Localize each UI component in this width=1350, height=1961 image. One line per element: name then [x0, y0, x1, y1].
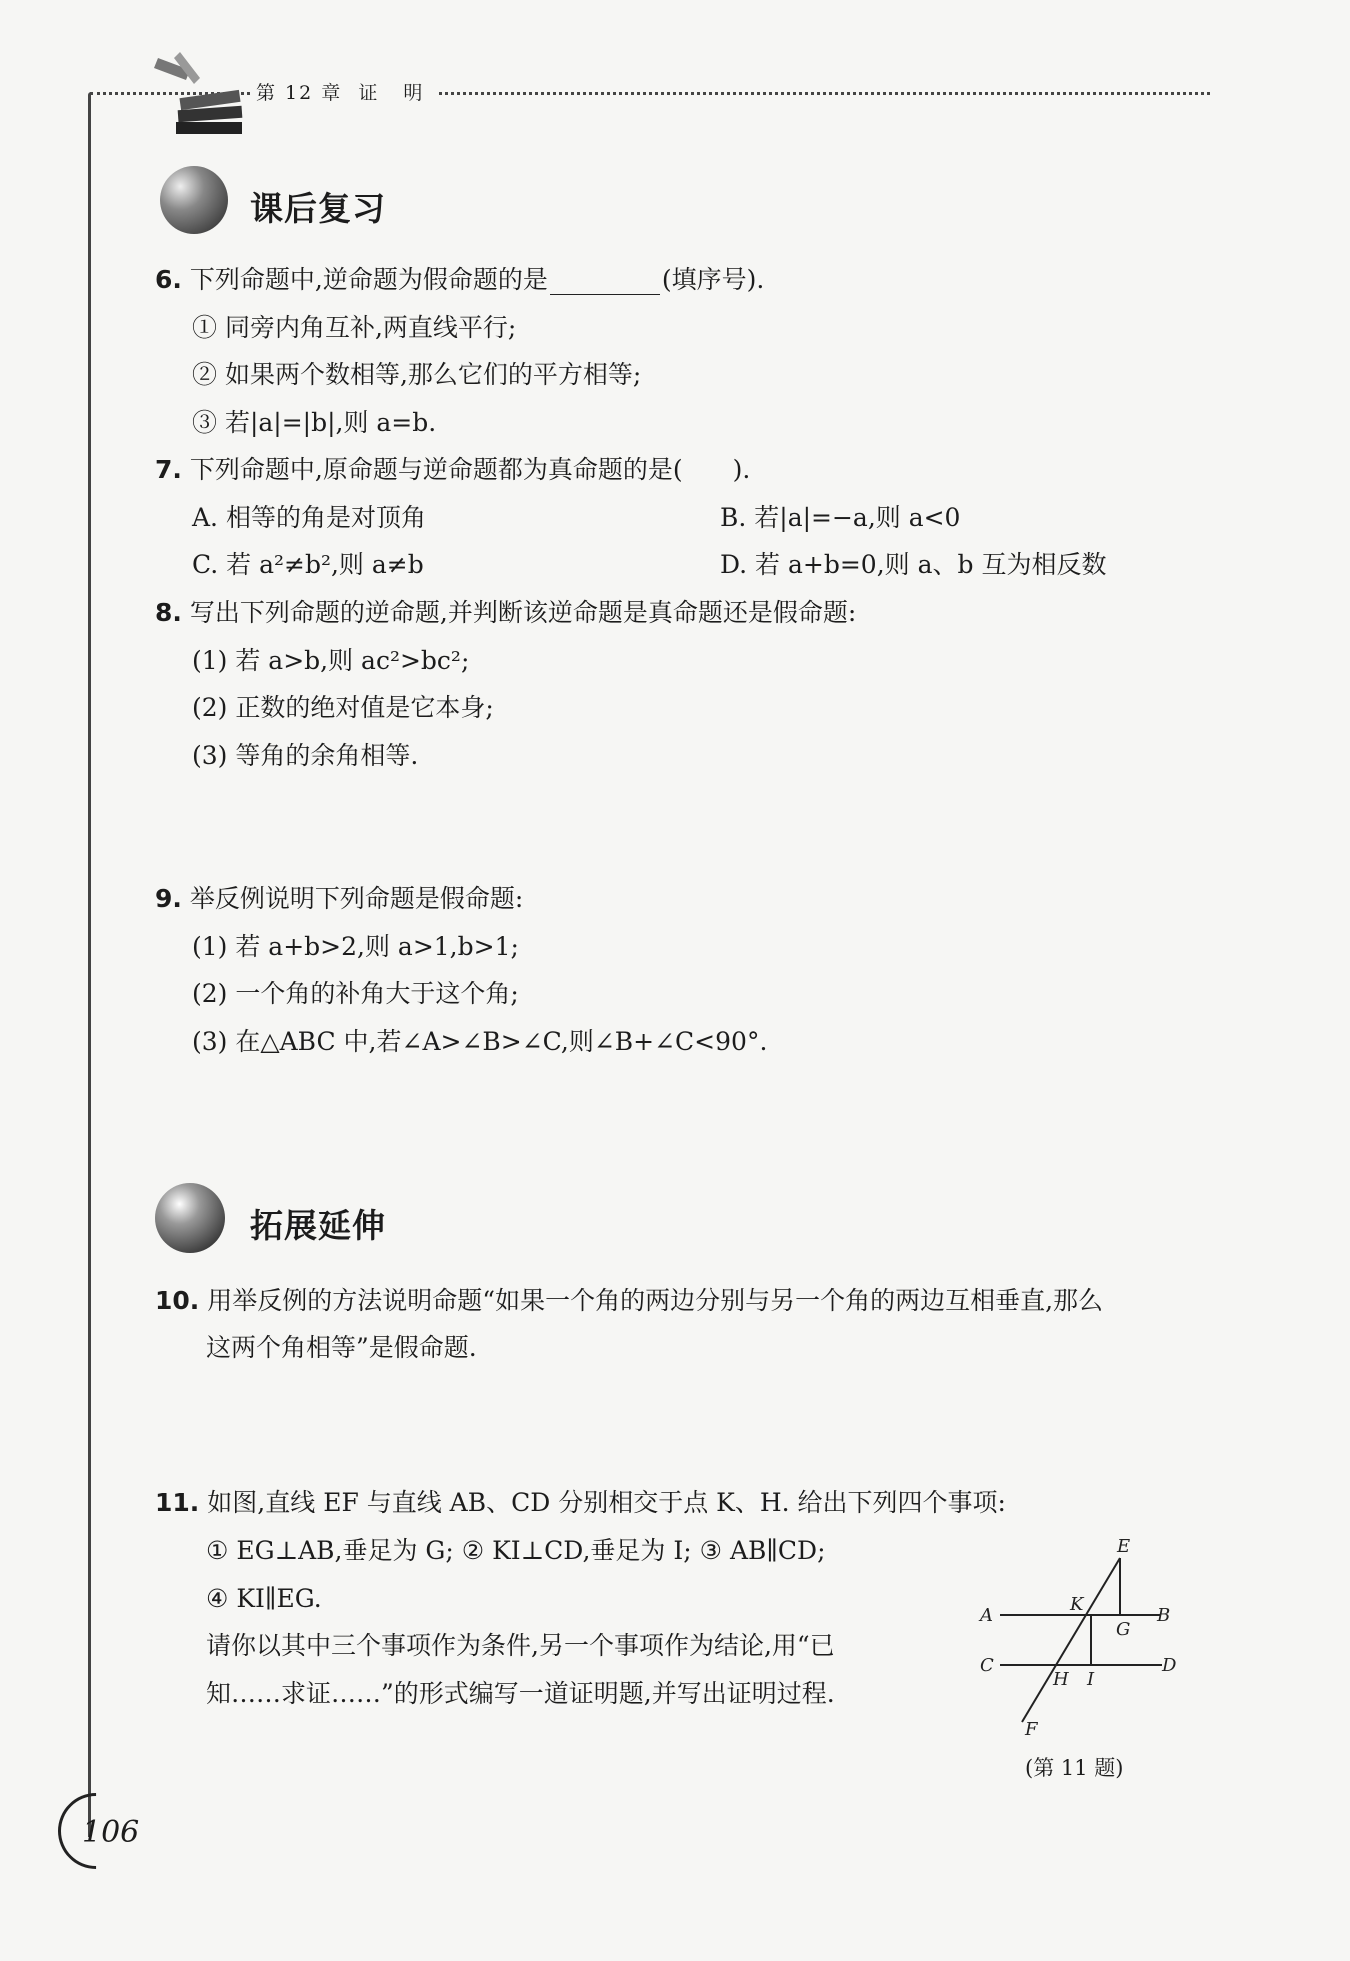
q6-item-2: ② 如果两个数相等,那么它们的平方相等; — [192, 360, 642, 389]
q7-stem — [155, 455, 750, 485]
q6-stem — [155, 265, 764, 295]
q6-number: 6. — [155, 265, 182, 294]
q7-option-b: B. 若|a|=−a,则 a<0 — [720, 503, 961, 532]
q8-stem — [155, 598, 856, 628]
q7-option-d: D. 若 a+b=0,则 a、b 互为相反数 — [720, 550, 1107, 579]
q11-number: 11. — [155, 1488, 200, 1517]
q6-item-1: ① 同旁内角互补,两直线平行; — [192, 313, 517, 342]
label-k: K — [1070, 1594, 1084, 1615]
q11-line-4: 请你以其中三个事项作为条件,另一个事项作为结论,用“已 — [206, 1631, 835, 1660]
q6-stem-b: (填序号). — [661, 265, 765, 294]
section-title-extension: 拓展延伸 — [250, 1206, 386, 1245]
running-header — [250, 78, 438, 105]
margin-dotted-rule — [88, 92, 91, 1837]
q11-line-5: 知……求证……”的形式编写一道证明题,并写出证明过程. — [206, 1679, 835, 1708]
q10-line-1 — [155, 1286, 1103, 1316]
label-d: D — [1162, 1655, 1177, 1676]
page-number: 106 — [82, 1815, 140, 1850]
q11-line-3: ④ KI∥EG. — [206, 1584, 322, 1613]
q9-item-2: (2) 一个角的补角大于这个角; — [192, 979, 519, 1008]
label-e: E — [1117, 1536, 1131, 1557]
q6-item-3: ③ 若|a|=|b|,则 a=b. — [192, 408, 437, 437]
q9-item-1: (1) 若 a+b>2,则 a>1,b>1; — [192, 932, 519, 961]
q6-blank — [550, 270, 660, 295]
q7-option-a: A. 相等的角是对顶角 — [192, 503, 426, 532]
q11-line-1 — [155, 1488, 1006, 1518]
label-a: A — [980, 1605, 993, 1626]
q8-item-1: (1) 若 a>b,则 ac²>bc²; — [192, 646, 470, 675]
q8-item-3: (3) 等角的余角相等. — [192, 741, 419, 770]
q7-stem-text: 下列命题中,原命题与逆命题都为真命题的是( ). — [189, 455, 751, 484]
label-c: C — [980, 1655, 994, 1676]
q10-line-2: 这两个角相等”是假命题. — [206, 1333, 477, 1362]
label-g: G — [1116, 1619, 1131, 1640]
label-f: F — [1025, 1719, 1038, 1740]
label-b: B — [1157, 1605, 1171, 1626]
q9-item-3: (3) 在△ABC 中,若∠A>∠B>∠C,则∠B+∠C<90°. — [192, 1027, 768, 1056]
q7-number: 7. — [155, 455, 182, 484]
label-i: I — [1087, 1669, 1095, 1690]
chapter-title-b: 明 — [403, 82, 425, 104]
q7-option-c: C. 若 a²≠b²,则 a≠b — [192, 550, 424, 579]
line-ef — [1022, 1558, 1120, 1722]
network-globe-icon — [155, 1183, 225, 1253]
label-h: H — [1053, 1669, 1069, 1690]
q8-number: 8. — [155, 598, 182, 627]
chapter-label: 第 12 章 — [256, 82, 343, 104]
section-title-review: 课后复习 — [250, 189, 386, 228]
q11-line-2: ① EG⊥AB,垂足为 G; ② KI⊥CD,垂足为 I; ③ AB∥CD; — [206, 1536, 826, 1565]
books-logo-icon — [150, 48, 250, 138]
q10-number: 10. — [155, 1286, 200, 1315]
q9-stem — [155, 884, 523, 914]
q11-figure-caption: (第 11 题) — [1025, 1756, 1124, 1780]
q8-item-2: (2) 正数的绝对值是它本身; — [192, 693, 494, 722]
chapter-title-a: 证 — [358, 82, 380, 104]
q10-text-1: 用举反例的方法说明命题“如果一个角的两边分别与另一个角的两边互相垂直,那么 — [207, 1286, 1104, 1315]
q9-stem-text: 举反例说明下列命题是假命题: — [189, 884, 524, 913]
q9-number: 9. — [155, 884, 182, 913]
q11-text-1: 如图,直线 EF 与直线 AB、CD 分别相交于点 K、H. 给出下列四个事项: — [207, 1488, 1006, 1517]
q8-stem-text: 写出下列命题的逆命题,并判断该逆命题是真命题还是假命题: — [189, 598, 857, 627]
globe-icon — [160, 166, 228, 234]
q6-stem-a: 下列命题中,逆命题为假命题的是 — [189, 265, 548, 294]
q11-geometry-figure — [970, 1530, 1190, 1740]
